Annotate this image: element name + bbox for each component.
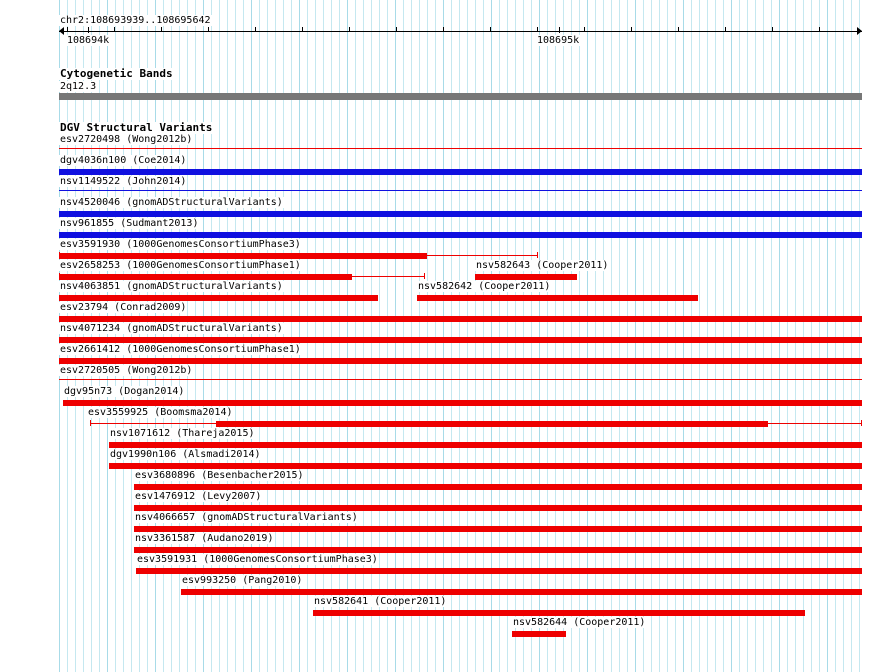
variant-bar[interactable] <box>59 316 862 322</box>
variant-label[interactable]: esv3591930 (1000GenomesConsortiumPhase3) <box>60 239 301 250</box>
variant-bar[interactable] <box>512 631 566 637</box>
cytoband-label: 2q12.3 <box>60 81 97 92</box>
variant-label[interactable]: nsv582643 (Cooper2011) <box>476 260 609 271</box>
grid-line <box>75 0 76 672</box>
variant-extent-cap <box>424 273 425 279</box>
grid-line <box>83 0 84 672</box>
variant-label[interactable]: esv1476912 (Levy2007) <box>135 491 262 502</box>
cytoband-track-title: Cytogenetic Bands <box>60 67 173 80</box>
ruler-major-tick <box>88 27 89 33</box>
variant-label[interactable]: esv993250 (Pang2010) <box>182 575 303 586</box>
variant-label[interactable]: esv2661412 (1000GenomesConsortiumPhase1) <box>60 344 301 355</box>
ruler-tick <box>255 27 256 32</box>
variant-label[interactable]: esv23794 (Conrad2009) <box>60 302 187 313</box>
dgv-track-title: DGV Structural Variants <box>60 121 213 134</box>
ruler-tick <box>819 27 820 32</box>
grid-line <box>59 0 60 672</box>
ruler-right-arrow-icon <box>857 27 862 35</box>
grid-line <box>131 0 132 672</box>
ruler-left-label: 108694k <box>67 35 110 46</box>
variant-bar[interactable] <box>59 169 862 175</box>
variant-label[interactable]: nsv582644 (Cooper2011) <box>513 617 646 628</box>
variant-bar[interactable] <box>417 295 698 301</box>
variant-label[interactable]: esv3591931 (1000GenomesConsortiumPhase3) <box>137 554 378 565</box>
locus-label: chr2:108693939..108695642 <box>60 15 211 26</box>
ruler-major-tick <box>559 27 560 33</box>
variant-bar[interactable] <box>136 568 862 574</box>
variant-bar[interactable] <box>313 610 805 616</box>
ruler-tick <box>725 27 726 32</box>
variant-bar[interactable] <box>59 358 862 364</box>
variant-bar[interactable] <box>59 232 862 238</box>
variant-line[interactable] <box>59 190 862 191</box>
variant-label[interactable]: nsv961855 (Sudmant2013) <box>60 218 199 229</box>
variant-extent-cap <box>861 420 862 426</box>
variant-line[interactable] <box>59 148 862 149</box>
variant-label[interactable]: nsv3361587 (Audano2019) <box>135 533 274 544</box>
variant-label[interactable]: nsv4520046 (gnomADStructuralVariants) <box>60 197 283 208</box>
ruler-left-arrow-icon <box>59 27 64 35</box>
variant-extent-cap <box>537 252 538 258</box>
variant-label[interactable]: dgv95n73 (Dogan2014) <box>64 386 185 397</box>
grid-line <box>67 0 68 672</box>
variant-bar[interactable] <box>59 211 862 217</box>
ruler-tick <box>396 27 397 32</box>
variant-bar[interactable] <box>109 463 862 469</box>
variant-label[interactable]: esv2720505 (Wong2012b) <box>60 365 193 376</box>
variant-bar[interactable] <box>134 547 862 553</box>
ruler-tick <box>537 27 538 32</box>
ruler-tick <box>678 27 679 32</box>
variant-label[interactable]: nsv582641 (Cooper2011) <box>314 596 447 607</box>
variant-label[interactable]: esv2658253 (1000GenomesConsortiumPhase1) <box>60 260 301 271</box>
ruler-tick <box>349 27 350 32</box>
ruler-tick <box>114 27 115 32</box>
ruler-line <box>59 31 862 32</box>
ruler-right-label: 108695k <box>537 35 580 46</box>
grid-line <box>107 0 108 672</box>
grid-line <box>123 0 124 672</box>
variant-bar[interactable] <box>59 337 862 343</box>
variant-label[interactable]: dgv1990n106 (Alsmadi2014) <box>110 449 261 460</box>
variant-bar[interactable] <box>475 274 577 280</box>
grid-line <box>99 0 100 672</box>
variant-bar[interactable] <box>216 421 768 427</box>
variant-bar[interactable] <box>59 274 352 280</box>
ruler-tick <box>67 27 68 32</box>
variant-label[interactable]: nsv582642 (Cooper2011) <box>418 281 551 292</box>
variant-line[interactable] <box>59 379 862 380</box>
variant-label[interactable]: dgv4036n100 (Coe2014) <box>60 155 187 166</box>
variant-label[interactable]: esv3559925 (Boomsma2014) <box>88 407 233 418</box>
variant-bar[interactable] <box>59 253 427 259</box>
variant-label[interactable]: nsv1071612 (Thareja2015) <box>110 428 255 439</box>
variant-label[interactable]: nsv1149522 (John2014) <box>60 176 187 187</box>
ruler-tick <box>584 27 585 32</box>
variant-bar[interactable] <box>134 484 862 490</box>
grid-line <box>91 0 92 672</box>
cytoband-bar[interactable] <box>59 93 862 100</box>
ruler-tick <box>161 27 162 32</box>
ruler-tick <box>772 27 773 32</box>
variant-bar[interactable] <box>134 526 862 532</box>
variant-label[interactable]: nsv4071234 (gnomADStructuralVariants) <box>60 323 283 334</box>
ruler-tick <box>443 27 444 32</box>
variant-bar[interactable] <box>109 442 862 448</box>
ruler-tick <box>208 27 209 32</box>
grid-line <box>115 0 116 672</box>
ruler-tick <box>490 27 491 32</box>
variant-label[interactable]: esv2720498 (Wong2012b) <box>60 134 193 145</box>
variant-bar[interactable] <box>181 589 862 595</box>
variant-label[interactable]: nsv4063851 (gnomADStructuralVariants) <box>60 281 283 292</box>
variant-label[interactable]: nsv4066657 (gnomADStructuralVariants) <box>135 512 358 523</box>
variant-extent-cap <box>90 420 91 426</box>
variant-bar[interactable] <box>59 295 378 301</box>
ruler-tick <box>302 27 303 32</box>
variant-bar[interactable] <box>134 505 862 511</box>
variant-bar[interactable] <box>63 400 862 406</box>
variant-label[interactable]: esv3680896 (Besenbacher2015) <box>135 470 304 481</box>
ruler-tick <box>631 27 632 32</box>
